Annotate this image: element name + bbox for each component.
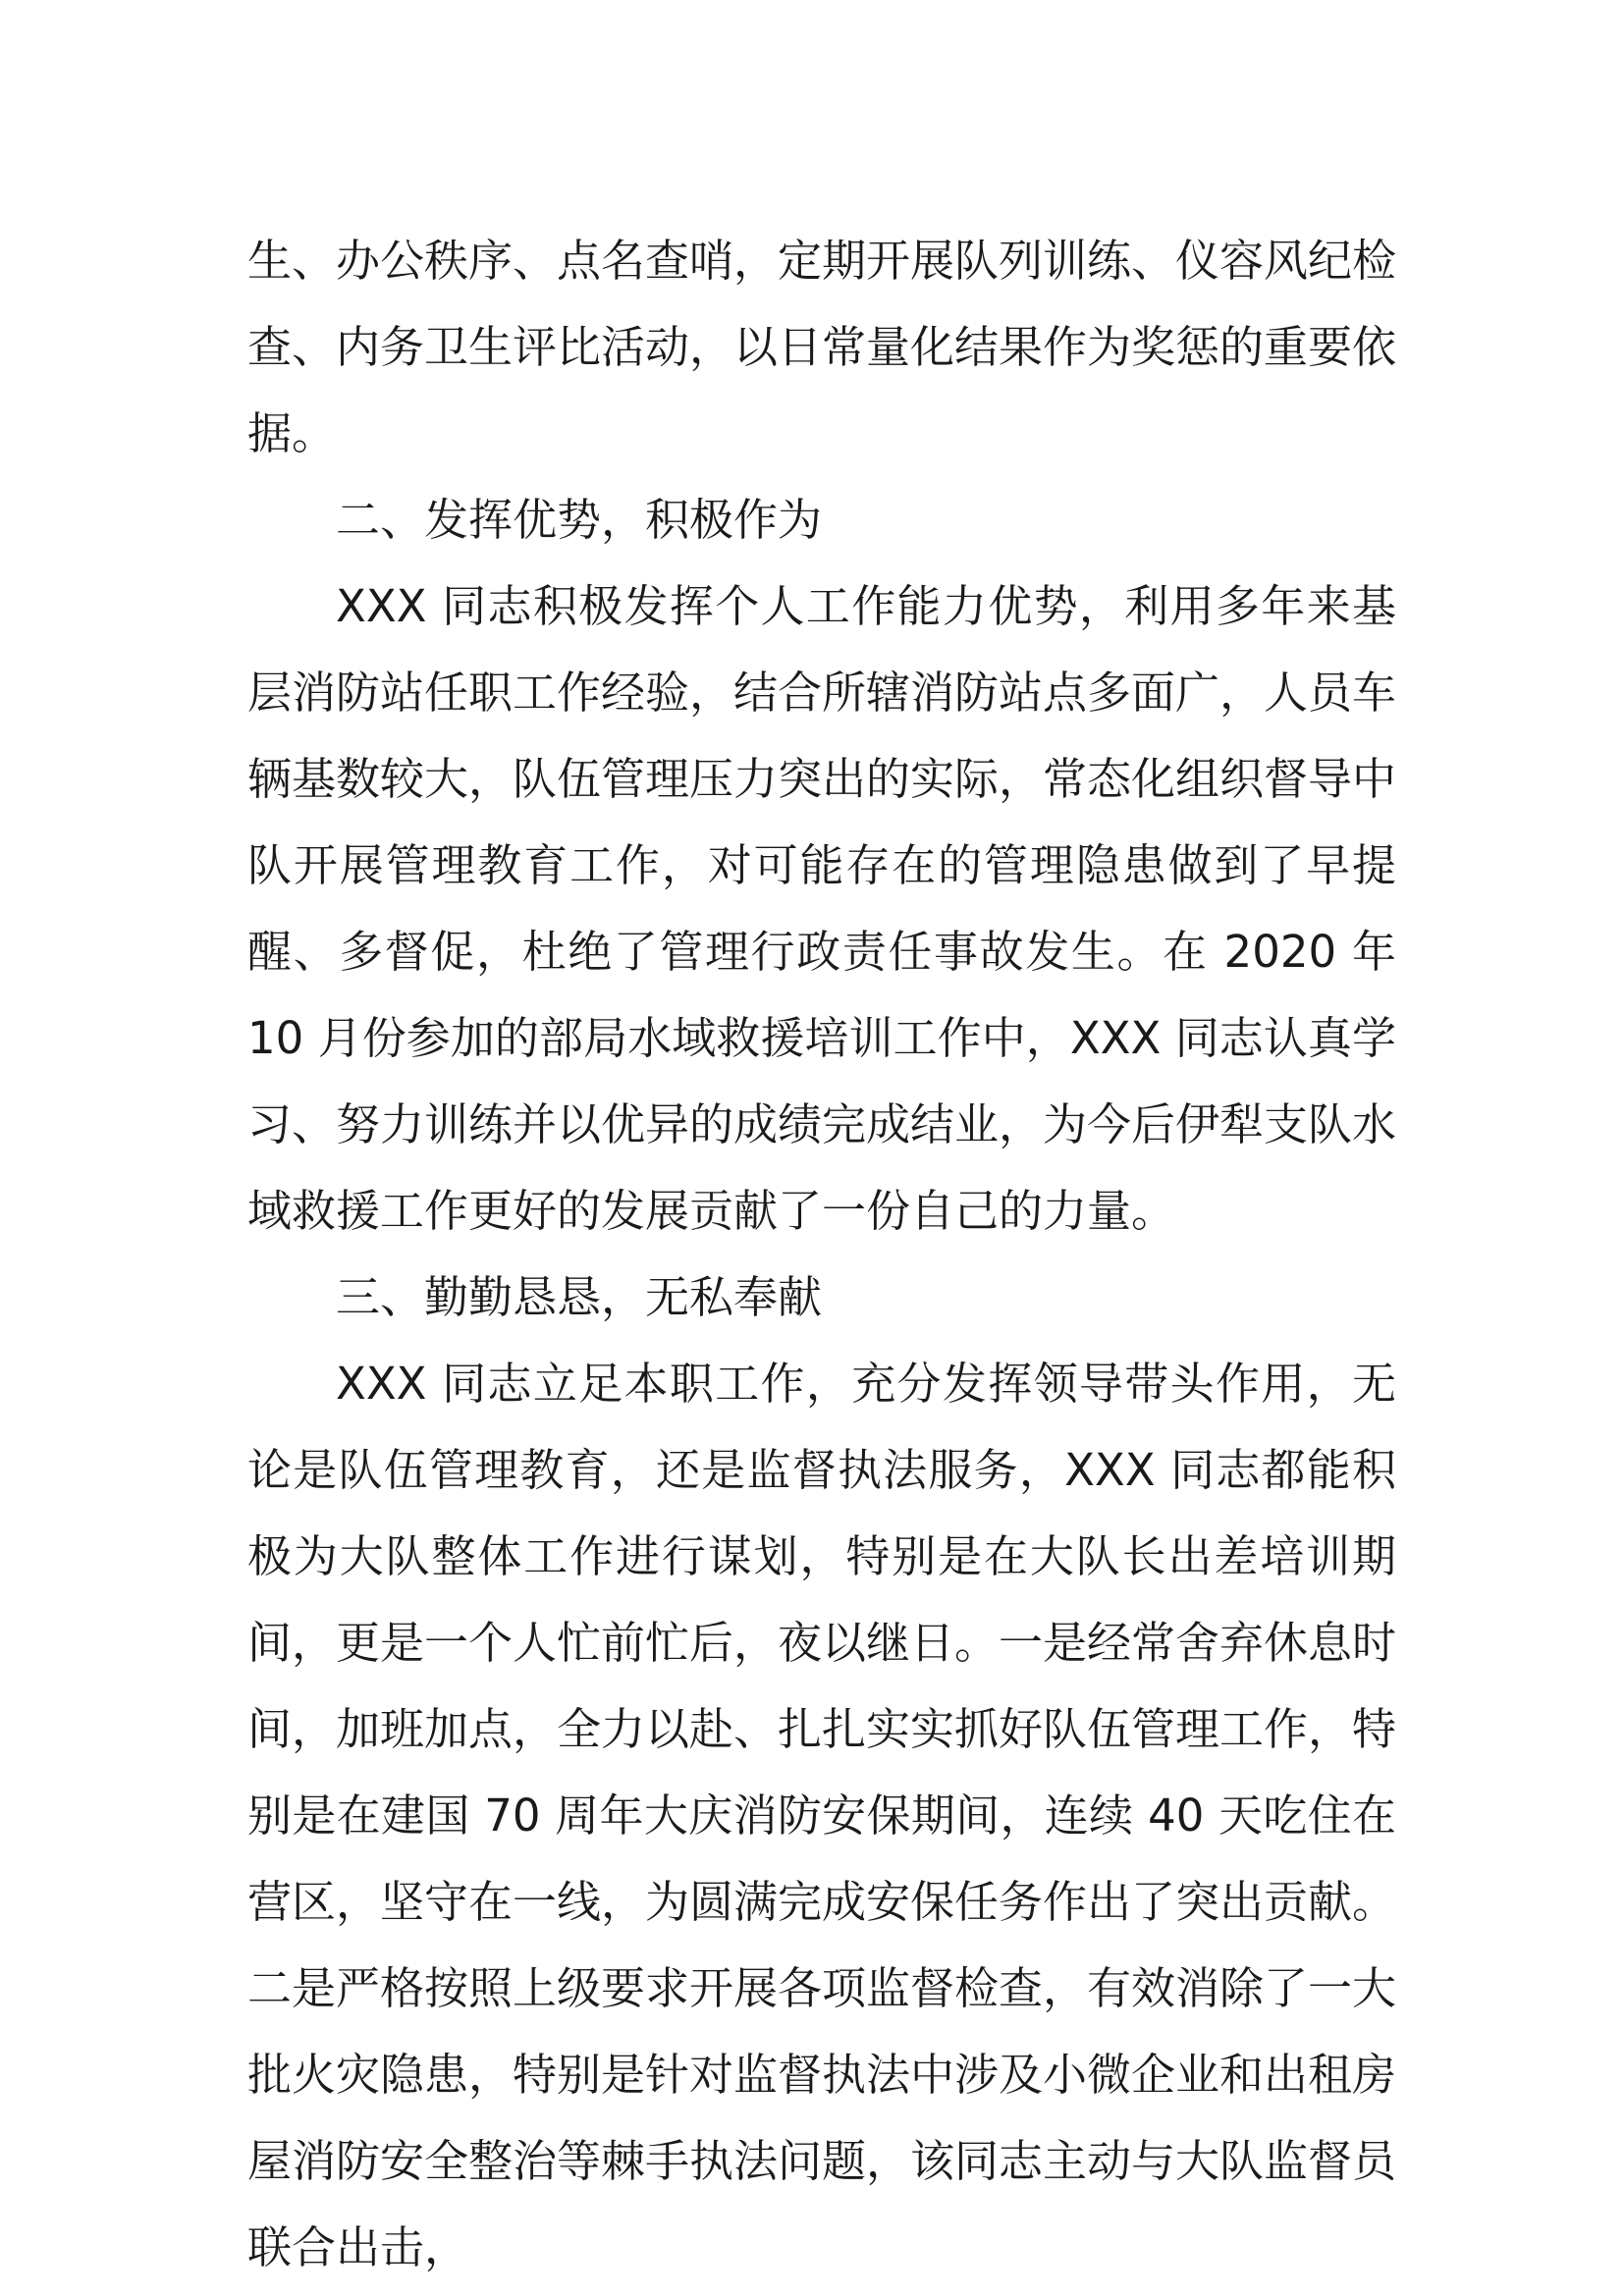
- paragraph-section-3: XXX 同志立足本职工作，充分发挥领导带头作用，无论是队伍管理教育，还是监督执法服务，XXX 同志都能积极为大队整体工作进行谋划，特别是在大队长出差培训期间，更是一个人忙前忙后，夜以继日。一是经常舍弃休息时间，加班加点，全力以赴、扎扎实实抓好队伍管理工作，特别是在建国 70 周年大庆消防安保期间，连续 40 天吃住在营区，坚守在一线，为圆满完成安保任务作出了突出贡献。二是严格按照上级要求开展各项监督检查，有效消除了一大批火灾隐患，特别是针对监督执法中涉及小微企业和出租房屋消防安全整治等棘手执法问题，该同志主动与大队监督员联合出击，: [247, 1358, 1397, 2273]
- paragraph-section-2: XXX 同志积极发挥个人工作能力优势，利用多年来基层消防站任职工作经验，结合所辖消防站点多面广，人员车辆基数较大，队伍管理压力突出的实际，常态化组织督导中队开展管理教育工作，对可能存在的管理隐患做到了早提醒、多督促，杜绝了管理行政责任事故发生。在 2020 年 10 月份参加的部局水域救援培训工作中，XXX 同志认真学习、努力训练并以优异的成绩完成结业，为今后伊犁支队水域救援工作更好的发展贡献了一份自己的力量。: [247, 580, 1397, 1237]
- document-body: [247, 218, 1396, 2291]
- section-heading-2: 二、发挥优势，积极作为: [336, 494, 823, 546]
- section-heading-3: 三、勤勤恳恳，无私奉献: [336, 1271, 823, 1323]
- paragraph-continuation: 生、办公秩序、点名查哨，定期开展队列训练、仪容风纪检查、内务卫生评比活动，以日常量化结果作为奖惩的重要依据。: [247, 235, 1397, 459]
